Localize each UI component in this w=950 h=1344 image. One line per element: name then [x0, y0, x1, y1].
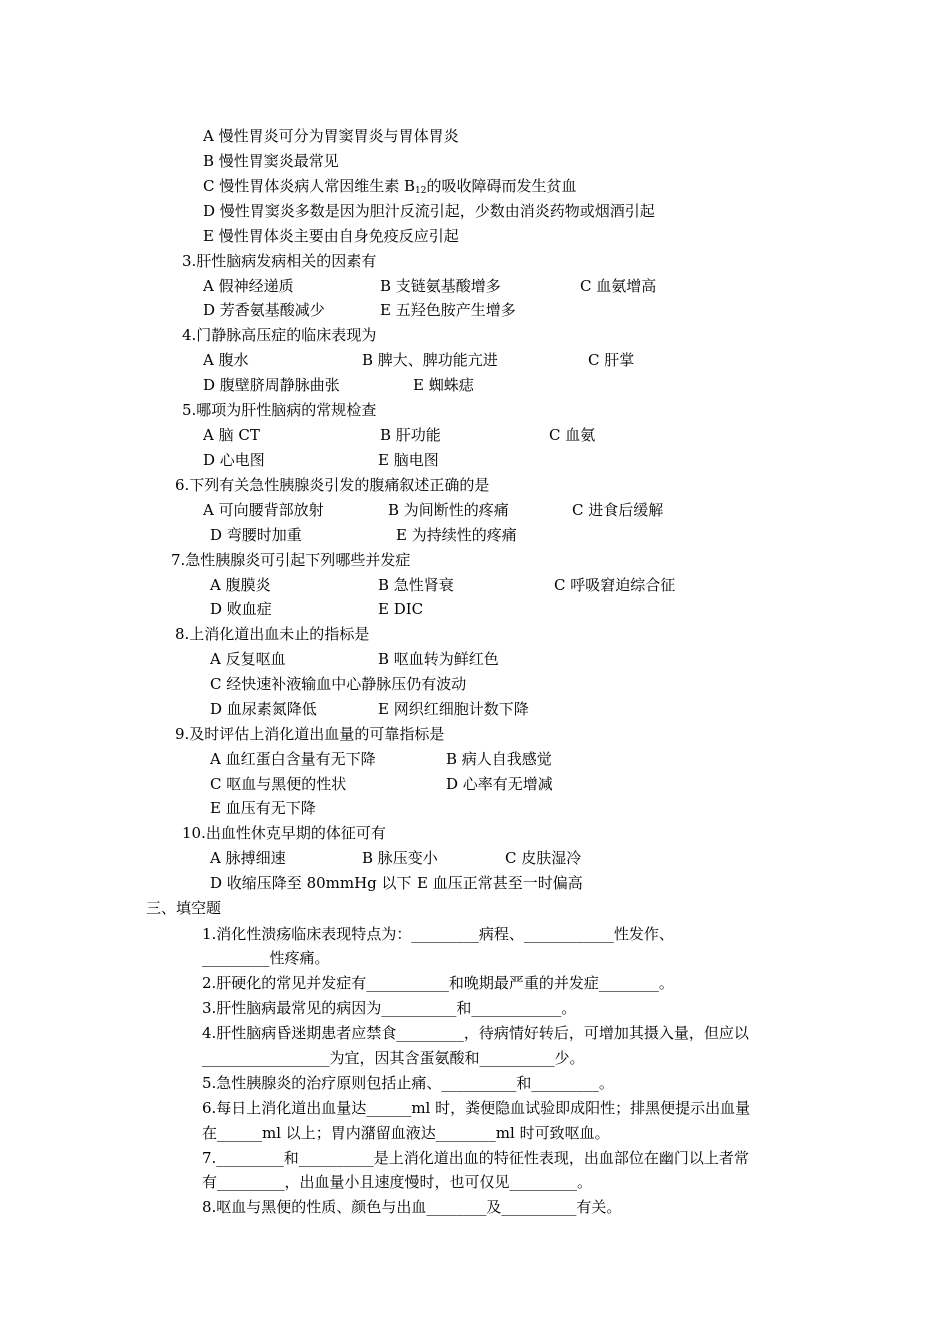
section-heading: 三、填空题 [146, 899, 222, 917]
q4-option-a: A 腹水 [203, 351, 249, 369]
q3-option-b: B 支链氨基酸增多 [380, 277, 501, 295]
q3-option-c: C 血氨增高 [580, 277, 657, 295]
q8-option-b: B 呕血转为鲜红色 [378, 650, 499, 668]
q5-option-d: D 心电图 [203, 451, 265, 469]
fill-item-2: 2.肝硬化的常见并发症有___________和晚期最严重的并发症________。 [202, 974, 674, 992]
q6-option-c: C 进食后缓解 [572, 501, 664, 519]
q9-stem: 9.及时评估上消化道出血量的可靠指标是 [175, 725, 445, 743]
q3-stem: 3.肝性脑病发病相关的因素有 [182, 252, 377, 270]
q2-option-e: E 慢性胃体炎主要由自身免疫反应引起 [203, 227, 459, 245]
q5-option-a: A 脑 CT [203, 426, 260, 444]
q7-option-e: E DIC [378, 600, 424, 618]
q4-option-e: E 蜘蛛痣 [413, 376, 474, 394]
q4-option-c: C 肝掌 [588, 351, 635, 369]
fill-item-8: 8.呕血与黑便的性质、颜色与出血________及__________有关。 [202, 1198, 622, 1216]
q7-option-d: D 败血症 [210, 600, 272, 618]
q2-option-c-text: C 慢性胃体炎病人常因维生素 B [203, 177, 416, 195]
q2-option-a: A 慢性胃炎可分为胃窦胃炎与胃体胃炎 [203, 127, 459, 145]
q2-option-d: D 慢性胃窦炎多数是因为胆汁反流引起，少数由消炎药物或烟酒引起 [203, 202, 655, 220]
fill-item-1: 1.消化性溃疡临床表现特点为：_________病程、____________性发作、 [202, 925, 674, 943]
q4-option-b: B 脾大、脾功能亢进 [362, 351, 498, 369]
fill-item-6: 6.每日上消化道出血量达______ml 时，粪便隐血试验即成阳性；排黑便提示出血量 [202, 1099, 751, 1117]
q7-stem: 7.急性胰腺炎可引起下列哪些并发症 [171, 551, 411, 569]
q2-option-c-text-end: 的吸收障碍而发生贫血 [426, 177, 577, 195]
fill-item-5: 5.急性胰腺炎的治疗原则包括止痛、__________和_________。 [202, 1074, 614, 1092]
q2-option-c-subscript: 12 [415, 186, 427, 196]
fill-item-1-cont: _________性疼痛。 [202, 949, 330, 967]
q10-option-d: D 收缩压降至 80mmHg 以下 [210, 874, 412, 892]
q4-option-d: D 腹壁脐周静脉曲张 [203, 376, 340, 394]
q10-option-a: A 脉搏细速 [210, 849, 286, 867]
q5-option-c: C 血氨 [549, 426, 596, 444]
q3-option-e: E 五羟色胺产生增多 [380, 301, 516, 319]
q9-option-d: D 心率有无增减 [446, 775, 553, 793]
q4-stem: 4.门静脉高压症的临床表现为 [182, 326, 377, 344]
q8-stem: 8.上消化道出血未止的指标是 [175, 625, 370, 643]
q2-option-c [203, 176, 577, 201]
fill-item-3: 3.肝性脑病最常见的病因为__________和____________。 [202, 999, 577, 1017]
q7-option-c: C 呼吸窘迫综合征 [554, 576, 676, 594]
q9-option-a: A 血红蛋白含量有无下降 [210, 750, 376, 768]
q6-option-e: E 为持续性的疼痛 [396, 526, 517, 544]
q8-option-e: E 网织红细胞计数下降 [378, 700, 529, 718]
q5-option-e: E 脑电图 [378, 451, 439, 469]
q6-option-d: D 弯腰时加重 [210, 526, 302, 544]
q2-option-b: B 慢性胃窦炎最常见 [203, 152, 339, 170]
q8-option-c: C 经快速补液输血中心静脉压仍有波动 [210, 675, 467, 693]
q9-option-e: E 血压有无下降 [210, 799, 316, 817]
q5-stem: 5.哪项为肝性脑病的常规检查 [182, 401, 377, 419]
q10-stem: 10.出血性休克早期的体征可有 [182, 824, 386, 842]
q8-option-d: D 血尿素氮降低 [210, 700, 317, 718]
q10-option-b: B 脉压变小 [362, 849, 438, 867]
fill-item-7-cont: 有_________，出血量小且速度慢时，也可仅见_________。 [202, 1173, 593, 1191]
q9-option-c: C 呕血与黑便的性状 [210, 775, 347, 793]
q10-option-c: C 皮肤湿冷 [505, 849, 582, 867]
fill-item-4: 4.肝性脑病昏迷期患者应禁食_________，待病情好转后，可增加其摄入量，但应以 [202, 1024, 749, 1042]
q8-option-a: A 反复呕血 [210, 650, 286, 668]
fill-item-7: 7._________和__________是上消化道出血的特征性表现，出血部位在幽门以上者常 [202, 1149, 749, 1167]
q3-option-a: A 假神经递质 [203, 277, 294, 295]
fill-item-6-cont: 在______ml 以上；胃内潴留血液达________ml 时可致呕血。 [202, 1124, 610, 1142]
q5-option-b: B 肝功能 [380, 426, 441, 444]
q7-option-b: B 急性肾衰 [378, 576, 454, 594]
q3-option-d: D 芳香氨基酸减少 [203, 301, 325, 319]
q7-option-a: A 腹膜炎 [210, 576, 271, 594]
q9-option-b: B 病人自我感觉 [446, 750, 552, 768]
q6-option-a: A 可向腰背部放射 [203, 501, 324, 519]
fill-item-4-cont: _________________为宜，因其含蛋氨酸和__________少。 [202, 1049, 585, 1067]
q6-stem: 6.下列有关急性胰腺炎引发的腹痛叙述正确的是 [175, 476, 490, 494]
q6-option-b: B 为间断性的疼痛 [388, 501, 509, 519]
q10-option-e: E 血压正常甚至一时偏高 [417, 874, 583, 892]
